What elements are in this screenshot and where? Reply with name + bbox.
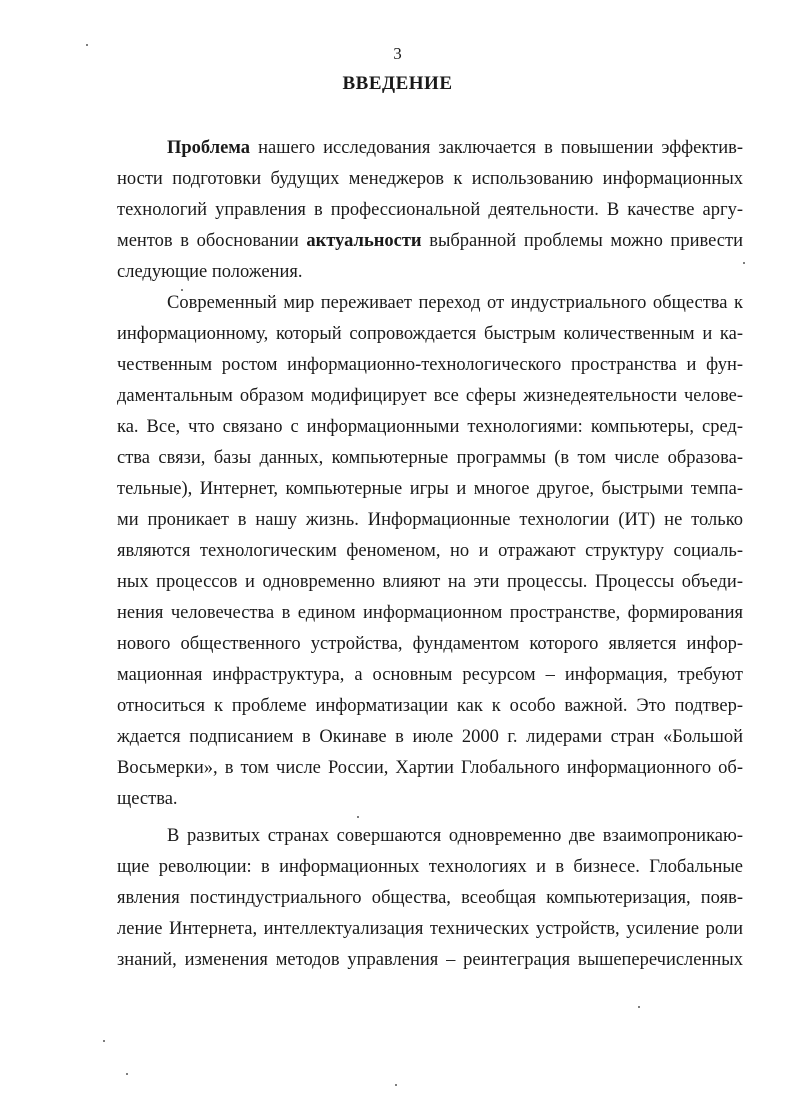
page-title: ВВЕДЕНИЕ bbox=[342, 73, 453, 94]
text-line: ности подготовки будущих менеджеров к использованию информационных bbox=[117, 169, 743, 189]
text-line: нения человечества в едином информационном пространстве, формирования bbox=[117, 603, 743, 623]
scan-speck bbox=[743, 262, 745, 264]
text-line: ждается подписанием в Окинаве в июле 2000 г. лидерами стран «Большой bbox=[117, 727, 743, 747]
page-number: 3 bbox=[393, 44, 402, 63]
scan-speck bbox=[357, 816, 359, 818]
text-line: являются технологическим феноменом, но и отражают структуру социаль- bbox=[117, 541, 743, 561]
text-line: информационному, который сопровождается быстрым количественным и ка- bbox=[117, 324, 743, 344]
bold-term: актуальности bbox=[306, 231, 422, 251]
text-line: ства связи, базы данных, компьютерные программы (в том числе образова- bbox=[117, 448, 743, 468]
text-line: тельные), Интернет, компьютерные игры и многое другое, быстрыми темпа- bbox=[117, 479, 743, 499]
scan-speck bbox=[181, 289, 183, 291]
scan-speck bbox=[126, 1073, 128, 1075]
scan-speck bbox=[103, 1040, 105, 1042]
text-line: нового общественного устройства, фундаментом которого является инфор- bbox=[117, 634, 743, 654]
text-line: Современный мир переживает переход от индустриального общества к bbox=[167, 293, 743, 313]
text-line: явления постиндустриального общества, всеобщая компьютеризация, появ- bbox=[117, 888, 743, 908]
text-line: ка. Все, что связано с информационными технологиями: компьютеры, сред- bbox=[117, 417, 743, 437]
text-line: ление Интернета, интеллектуализация технических устройств, усиление роли bbox=[117, 919, 743, 939]
scan-speck bbox=[395, 1084, 397, 1086]
text-line: Проблема нашего исследования заключается в повышении эффектив- bbox=[167, 138, 743, 158]
text-line: следующие положения. bbox=[117, 262, 303, 282]
bold-term: Проблема bbox=[167, 138, 251, 158]
text-line: даментальным образом модифицирует все сферы жизнедеятельности челове- bbox=[117, 386, 743, 406]
text-line: ных процессов и одновременно влияют на эти процессы. Процессы объеди- bbox=[117, 572, 743, 592]
text-line: ми проникает в нашу жизнь. Информационные технологии (ИТ) не только bbox=[117, 510, 743, 530]
scan-speck bbox=[86, 44, 88, 46]
text-line: технологий управления в профессиональной деятельности. В качестве аргу- bbox=[117, 200, 743, 220]
text-line: относиться к проблеме информатизации как к особо важной. Это подтвер- bbox=[117, 696, 743, 716]
text-line: чественным ростом информационно-технологического пространства и фун- bbox=[117, 355, 743, 375]
text-line: Восьмерки», в том числе России, Хартии Глобального информационного об- bbox=[117, 758, 743, 778]
text-line: щие революции: в информационных технологиях и в бизнесе. Глобальные bbox=[117, 857, 743, 877]
text-line: мационная инфраструктура, а основным ресурсом – информация, требуют bbox=[117, 665, 743, 685]
text-line: В развитых странах совершаются одновременно две взаимопроникаю- bbox=[167, 826, 743, 846]
scan-speck bbox=[638, 1006, 640, 1008]
text-line: щества. bbox=[117, 789, 178, 809]
text-line: ментов в обосновании актуальности выбранной проблемы можно привести bbox=[117, 231, 743, 251]
text-line: знаний, изменения методов управления – реинтеграция вышеперечисленных bbox=[117, 950, 743, 970]
